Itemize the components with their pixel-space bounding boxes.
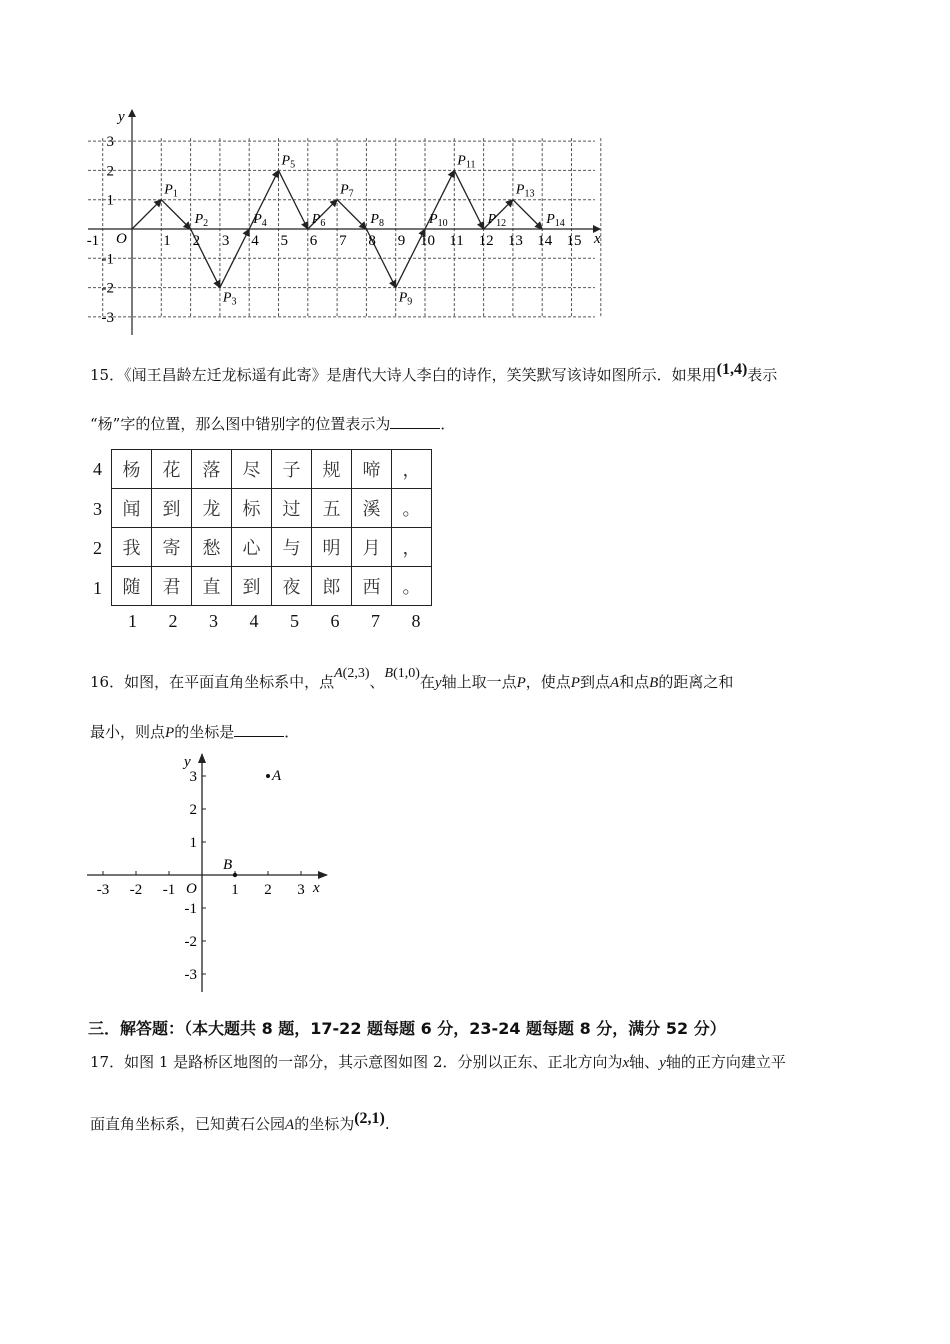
zigzag-segment bbox=[513, 200, 542, 229]
q15-answer-blank[interactable] bbox=[390, 414, 440, 429]
poem-col-number: 3 bbox=[209, 611, 218, 631]
section-3-title: 三．解答题：（本大题共 8 题，17-22 题每题 6 分，23-24 题每题 8 分，满分 52 分） bbox=[88, 1019, 726, 1038]
point-label-P6: $P_6$ bbox=[311, 212, 326, 229]
poem-col-number: 1 bbox=[128, 611, 137, 631]
zigzag-axis-x-label: x bbox=[594, 231, 601, 247]
point-label-P14: $P_{14}$ bbox=[546, 212, 565, 229]
zigzag-x-tick: 7 bbox=[339, 233, 347, 249]
poem-grid-cell: 寄 bbox=[152, 528, 192, 567]
point-label-P11: $P_{11}$ bbox=[457, 153, 476, 171]
poem-col-number: 5 bbox=[290, 611, 299, 631]
poem-grid-cell: 标 bbox=[232, 489, 272, 528]
poem-grid-cell: 五 bbox=[312, 489, 352, 528]
q16-y-tick: -3 bbox=[184, 967, 197, 983]
q16-answer-blank[interactable] bbox=[234, 722, 284, 737]
zigzag-x-tick: 4 bbox=[251, 233, 259, 249]
point-label-P1: $P_1$ bbox=[164, 182, 178, 200]
point-A bbox=[266, 774, 270, 778]
zigzag-y-tick: -2 bbox=[101, 280, 114, 297]
label-A: A bbox=[272, 768, 282, 784]
zigzag-x-tick: 12 bbox=[478, 233, 494, 249]
point-label-P9: $P_9$ bbox=[398, 290, 413, 308]
q15-line2: “杨”字的位置，那么图中错别字的位置表示为 ． bbox=[90, 415, 456, 433]
poem-grid-cell: 子 bbox=[272, 450, 312, 489]
zigzag-x-tick: -1 bbox=[86, 233, 100, 249]
zigzag-segment bbox=[132, 200, 161, 229]
zigzag-grid bbox=[88, 138, 601, 317]
poem-grid-cell: 到 bbox=[152, 489, 192, 528]
zigzag-y-tick: -1 bbox=[101, 251, 114, 268]
poem-grid-cell: 落 bbox=[192, 450, 232, 489]
poem-grid-cell: 规 bbox=[312, 450, 352, 489]
zigzag-segment bbox=[337, 200, 366, 229]
zigzag-x-tick: 8 bbox=[368, 233, 376, 249]
zigzag-x-tick: 15 bbox=[566, 233, 582, 249]
zigzag-x-tick: 11 bbox=[449, 233, 464, 249]
poem-grid-cell: 与 bbox=[272, 528, 312, 567]
point-label-P13: $P_{13}$ bbox=[515, 182, 535, 200]
poem-grid-cell: 溪 bbox=[352, 489, 392, 528]
zigzag-y-tick: 2 bbox=[106, 163, 114, 180]
poem-col-number: 4 bbox=[249, 611, 259, 631]
q16-x-tick: -3 bbox=[96, 882, 110, 898]
poem-grid-cell: 龙 bbox=[192, 489, 232, 528]
zigzag-segment bbox=[161, 200, 190, 229]
zigzag-x-tick: 6 bbox=[309, 233, 318, 249]
poem-grid-cell: 啼 bbox=[352, 450, 392, 489]
point-label-P5: $P_5$ bbox=[281, 153, 296, 171]
point-B bbox=[233, 873, 237, 877]
zigzag-y-tick: 1 bbox=[106, 192, 114, 209]
poem-col-number: 8 bbox=[411, 611, 421, 631]
poem-grid-cell: 花 bbox=[152, 450, 192, 489]
point-label-P3: $P_3$ bbox=[222, 290, 237, 308]
poem-grid-cell: ， bbox=[392, 450, 432, 489]
q16-coordinate-figure bbox=[85, 750, 335, 995]
q15-coord: (1,4) bbox=[716, 361, 748, 378]
poem-col-number: 7 bbox=[371, 611, 380, 631]
q16-line1: 16．如图，在平面直角坐标系中，点A(2,3)、B(1,0)在y轴上取一点P，使点P到点A和点B的距离之和 bbox=[90, 666, 734, 691]
q15-text3: “杨”字的位置，那么图中错别字的位置表示为 bbox=[90, 415, 391, 433]
poem-col-number: 2 bbox=[168, 611, 178, 631]
poem-grid-cell: 。 bbox=[392, 489, 432, 528]
q16-y-tick: 1 bbox=[189, 835, 197, 851]
point-label-P8: $P_8$ bbox=[370, 212, 384, 229]
poem-grid-cell: 杨 bbox=[112, 450, 152, 489]
point-label-P7: $P_7$ bbox=[340, 182, 354, 200]
poem-grid-cell: ， bbox=[392, 528, 432, 567]
poem-grid-cell: 心 bbox=[232, 528, 272, 567]
zigzag-x-tick: 5 bbox=[280, 233, 288, 249]
zigzag-x-tick: 13 bbox=[507, 233, 523, 249]
poem-grid-cell: 月 bbox=[352, 528, 392, 567]
zigzag-origin-label: O bbox=[116, 231, 127, 247]
poem-grid-row bbox=[112, 528, 432, 567]
poem-grid-cell: 明 bbox=[312, 528, 352, 567]
zigzag-x-tick: 10 bbox=[420, 233, 435, 249]
poem-grid-cell: 尽 bbox=[232, 450, 272, 489]
q16-x-tick: 3 bbox=[297, 882, 305, 898]
q17-line2: 面直角坐标系，已知黄石公园A的坐标为(2,1). bbox=[90, 1110, 390, 1133]
q15-number: 15． bbox=[90, 366, 125, 384]
poem-grid-cell: 闻 bbox=[112, 489, 152, 528]
q16-y-tick: -2 bbox=[184, 934, 197, 950]
point-label-P12: $P_{12}$ bbox=[487, 212, 507, 229]
q16-y-tick: -1 bbox=[184, 901, 197, 917]
poem-grid-cell: 随 bbox=[112, 567, 152, 606]
poem-grid-cell: 过 bbox=[272, 489, 312, 528]
label-B: B bbox=[223, 857, 233, 873]
poem-row-number: 4 bbox=[93, 459, 102, 479]
q16-y-tick: 3 bbox=[189, 769, 197, 785]
poem-row-number: 3 bbox=[93, 498, 102, 519]
poem-grid-row bbox=[112, 489, 432, 528]
zigzag-x-tick: 3 bbox=[221, 233, 230, 249]
q15-text2: 表示 bbox=[747, 366, 778, 384]
poem-grid-cell: 愁 bbox=[192, 528, 232, 567]
q16-x-tick: -1 bbox=[162, 882, 176, 898]
poem-grid-row bbox=[112, 450, 432, 489]
poem-row-number: 2 bbox=[93, 538, 102, 558]
q16-axis-y-label: y bbox=[184, 754, 191, 770]
poem-grid-row bbox=[112, 567, 432, 606]
zigzag-x-tick: 14 bbox=[537, 233, 553, 249]
poem-grid bbox=[111, 449, 432, 606]
zigzag-y-tick: 3 bbox=[106, 134, 114, 151]
q16-x-tick: 1 bbox=[231, 882, 239, 898]
point-label-P10: $P_{10}$ bbox=[429, 212, 448, 229]
zigzag-x-tick: 9 bbox=[397, 233, 406, 249]
poem-grid-cell: 西 bbox=[352, 567, 392, 606]
q16-y-tick: 2 bbox=[189, 802, 197, 818]
poem-grid-cell: 。 bbox=[392, 567, 432, 606]
zigzag-figure bbox=[80, 105, 610, 340]
q16-line2: 最小，则点P的坐标是 ． bbox=[90, 723, 300, 741]
poem-grid-cell: 我 bbox=[112, 528, 152, 567]
poem-grid-cell: 夜 bbox=[272, 567, 312, 606]
poem-grid-cell: 郎 bbox=[312, 567, 352, 606]
poem-row-number: 1 bbox=[93, 577, 102, 598]
zigzag-x-tick: 2 bbox=[192, 233, 201, 249]
poem-grid-cell: 直 bbox=[192, 567, 232, 606]
q16-origin-label: O bbox=[186, 881, 197, 897]
poem-col-number: 6 bbox=[330, 611, 340, 631]
q16-axis-x-label: x bbox=[313, 880, 320, 896]
q16-x-tick: -2 bbox=[129, 882, 143, 898]
q16-x-tick: 2 bbox=[264, 882, 272, 898]
poem-grid-cell: 到 bbox=[232, 567, 272, 606]
poem-grid-cell: 君 bbox=[152, 567, 192, 606]
q15-text1: 《闻王昌龄左迁龙标遥有此寄》是唐代大诗人李白的诗作，笑笑默写该诗如图所示．如果用 bbox=[124, 366, 717, 384]
zigzag-axis-y-label: y bbox=[118, 109, 125, 125]
point-label-P2: $P_2$ bbox=[194, 212, 209, 229]
zigzag-x-tick: 1 bbox=[163, 233, 171, 249]
zigzag-y-tick: -3 bbox=[101, 309, 114, 326]
point-label-P4: $P_4$ bbox=[253, 212, 267, 229]
q17-line1: 17．如图 1 是路桥区地图的一部分，其示意图如图 2．分别以正东、正北方向为x轴、y轴的正方向建立平 bbox=[90, 1053, 786, 1071]
q15-line1 bbox=[90, 361, 778, 386]
